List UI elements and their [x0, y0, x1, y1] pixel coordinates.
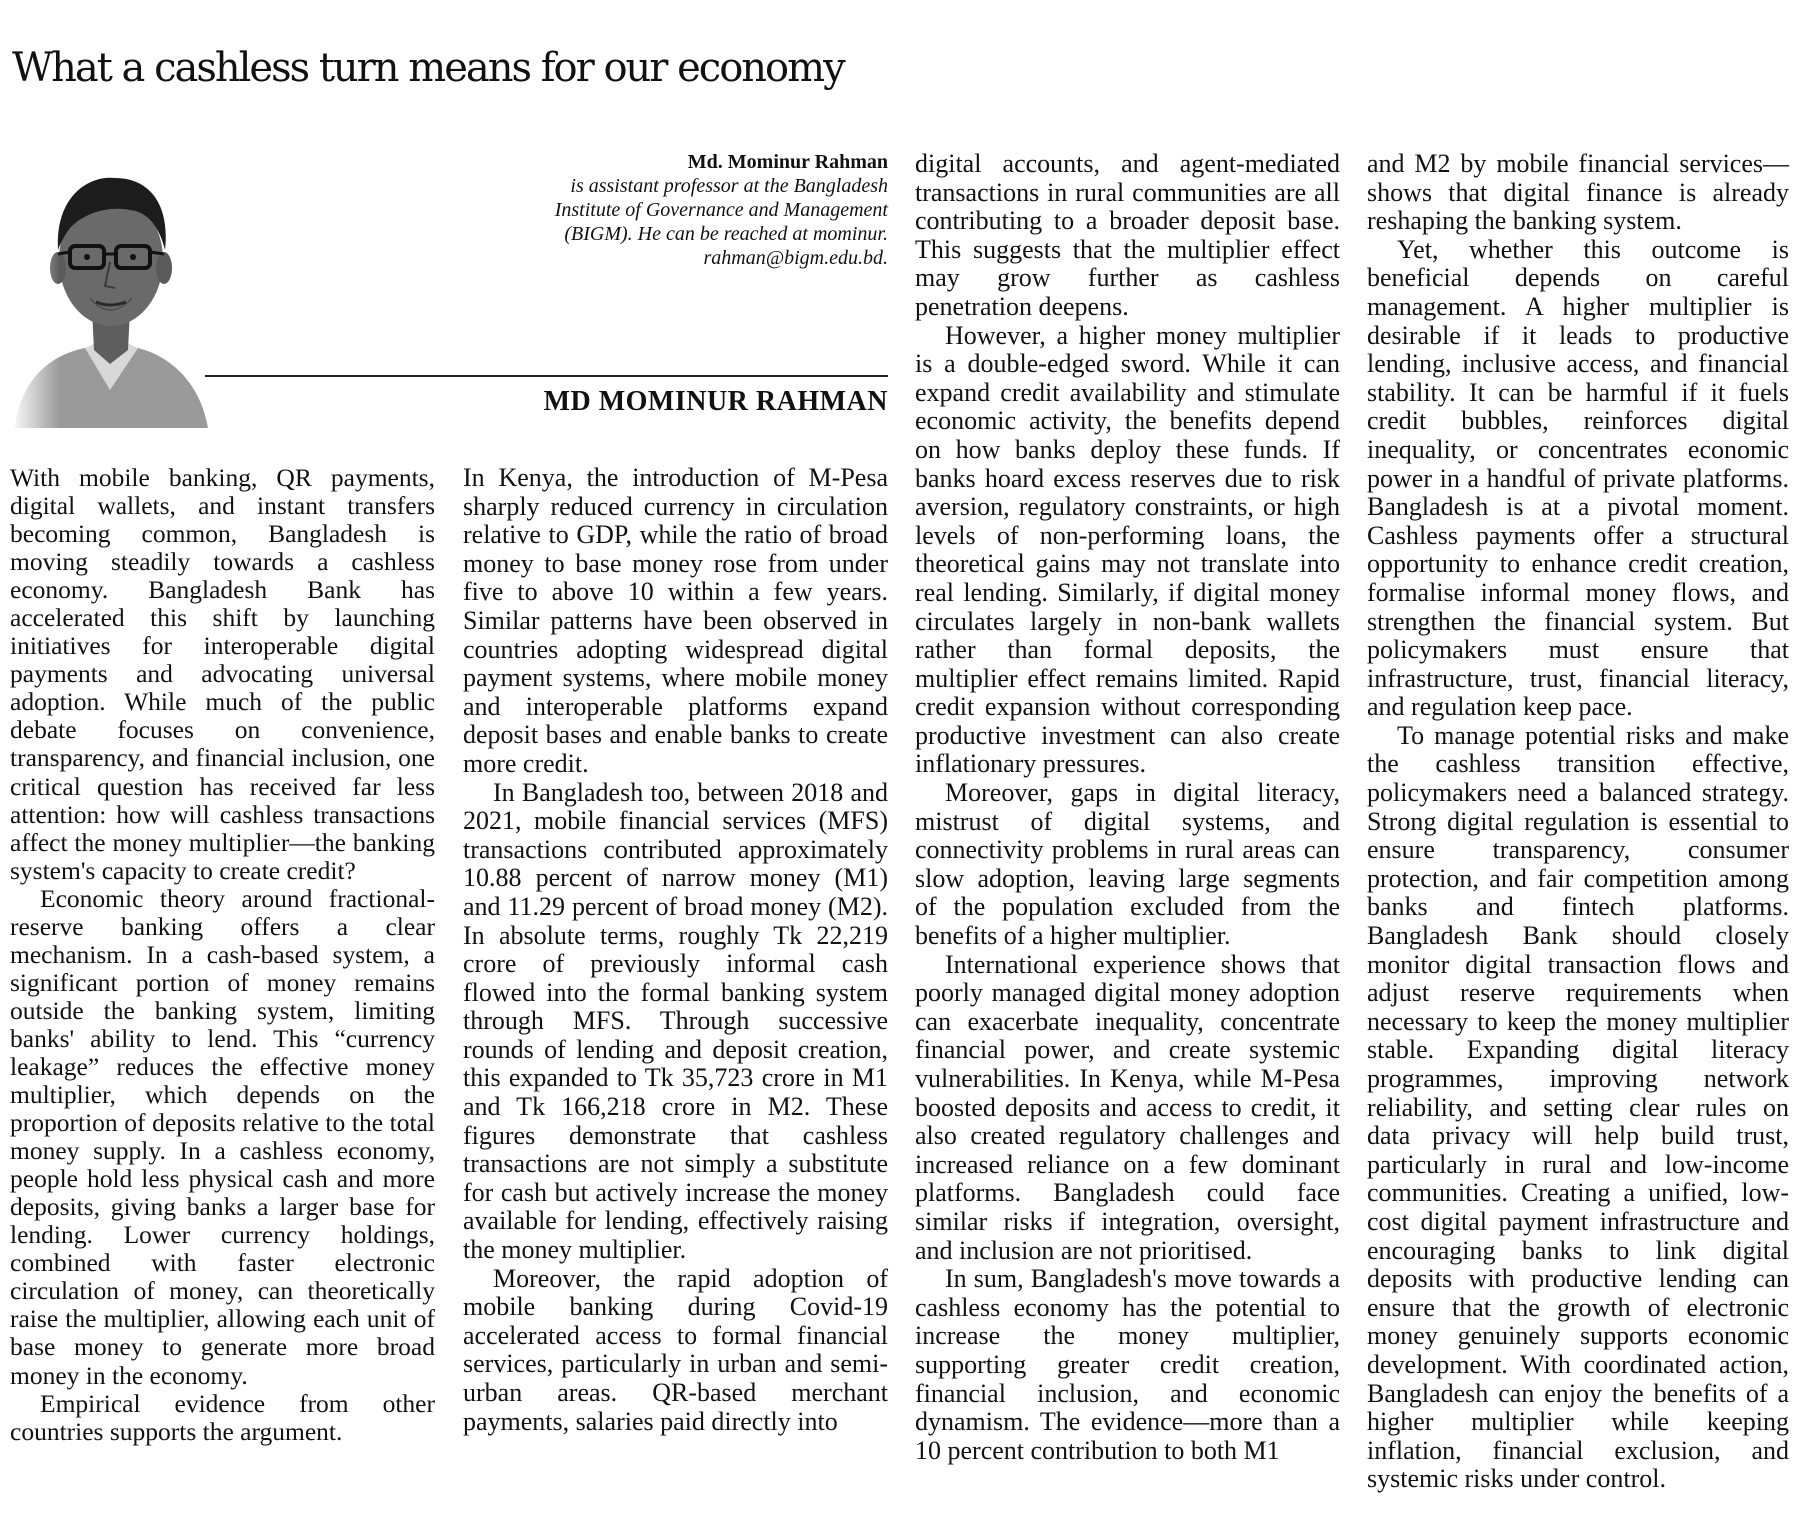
article-column-2: [463, 464, 888, 1436]
paragraph: Moreover, the rapid adoption of mobile banking during Covid-19 accelerated access to formal financial services, particularly in urban and semi-urban areas. QR-based merchant payments, salaries paid directly into: [463, 1263, 888, 1436]
article-column-3: [915, 150, 1340, 1465]
author-box: [10, 150, 888, 430]
article-column-4: [1367, 150, 1789, 1494]
bio-name: Md. Mominur Rahman: [687, 151, 888, 173]
author-bio: [468, 150, 888, 270]
paragraph: Economic theory around fractional-reserve banking offers a clear mechanism. In a cash-based system, a significant portion of money remains outside the banking system, limiting banks' ability to lend. This “currency leakage” reduces the effective money multiplier, which depends on the proportion of deposits relative to the total money supply. In a cashless economy, people hold less physical cash and more deposits, giving banks a larger base for lending. Lower currency holdings, combined with faster electronic circulation of money, can theoretically raise the multiplier, allowing each unit of base money to generate more broad money in the economy.: [10, 883, 435, 1390]
paragraph: International experience shows that poorly managed digital money adoption can exacerbate inequality, concentrate financial power, and create systemic vulnerabilities. In Kenya, while M-Pesa boosted deposits and access to credit, it also created regulatory challenges and increased reliance on a few dominant platforms. Bangladesh could face similar risks if integration, oversight, and inclusion are not prioritised.: [915, 949, 1340, 1265]
bio-line: Institute of Governance and Management: [554, 199, 888, 221]
article-column-1: [10, 464, 435, 1446]
paragraph: In Bangladesh too, between 2018 and 2021, mobile financial services (MFS) transactions contributed approximately 10.88 percent of narrow money (M1) and 11.29 percent of broad money (M2). In absolute terms, roughly Tk 22,219 crore of previously informal cash flowed into the formal banking system through MFS. Through successive rounds of lending and deposit creation, this expanded to Tk 35,723 crore in M1 and Tk 166,218 crore in M2. These figures demonstrate that cashless transactions are not simply a substitute for cash but actively increase the money available for lending, effectively raising the money multiplier.: [463, 777, 888, 1265]
paragraph: Yet, whether this outcome is beneficial depends on careful management. A higher multiplier is desirable if it leads to productive lending, inclusive access, and financial stability. It can be harmful if it fuels credit bubbles, reinforces digital inequality, or concentrates economic power in a handful of private platforms. Bangladesh is at a pivotal moment. Cashless payments offer a structural opportunity to enhance credit creation, formalise informal money flows, and strengthen the financial system. But policymakers must ensure that infrastructure, trust, financial literacy, and regulation keep pace.: [1367, 234, 1789, 722]
bio-line: (BIGM). He can be reached at mominur.: [564, 223, 888, 245]
paragraph: To manage potential risks and make the cashless transition effective, policymakers need a balanced strategy. Strong digital regulation is essential to ensure transparency, consumer protection, and fair competition among banks and fintech platforms. Bangladesh Bank should closely monitor digital transaction flows and adjust reserve requirements when necessary to keep the money multiplier stable. Expanding digital literacy programmes, improving network reliability, and setting clear rules on data privacy will help build trust, particularly in rural and low-income communities. Creating a unified, low-cost digital payment infrastructure and encouraging banks to link digital deposits with productive lending can ensure that the growth of electronic money genuinely supports economic development. With coordinated action, Bangladesh can enjoy the benefits of a higher multiplier while keeping inflation, financial exclusion, and systemic risks under control.: [1367, 720, 1789, 1494]
headline: What a cashless turn means for our economy: [12, 45, 844, 91]
paragraph: Moreover, gaps in digital literacy, mistrust of digital systems, and connectivity problems in rural areas can slow adoption, leaving large segments of the population excluded from the benefits of a higher multiplier.: [915, 778, 1340, 951]
paragraph: and M2 by mobile financial services—shows that digital finance is already reshaping the banking system.: [1367, 149, 1789, 236]
paragraph: In Kenya, the introduction of M-Pesa sharply reduced currency in circulation relative to GDP, while the ratio of broad money to base money rose from under five to above 10 within a few years. Similar patterns have been observed in countries adopting widespread digital payment systems, where mobile money and interoperable platforms expand deposit bases and enable banks to create more credit.: [463, 463, 888, 778]
bio-line: is assistant professor at the Bangladesh: [570, 175, 888, 197]
paragraph: digital accounts, and agent-mediated transactions in rural communities are all contributing to a broader deposit base. This suggests that the multiplier effect may grow further as cashless penetration deepens.: [915, 149, 1340, 321]
bio-line: rahman@bigm.edu.bd.: [703, 247, 888, 269]
paragraph: However, a higher money multiplier is a double-edged sword. While it can expand credit availability and stimulate economic activity, the benefits depend on how banks deploy these funds. If banks hoard excess reserves due to risk aversion, regulatory constraints, or high levels of non-performing loans, the theoretical gains may not translate into real lending. Similarly, if digital money circulates largely in non-bank wallets rather than formal deposits, the multiplier effect remains limited. Rapid credit expansion without corresponding productive investment can also create inflationary pressures.: [915, 320, 1340, 779]
paragraph: In sum, Bangladesh's move towards a cashless economy has the potential to increase the money multiplier, supporting greater credit creation, financial inclusion, and economic dynamism. The evidence—more than a 10 percent contribution to both M1: [915, 1264, 1340, 1465]
paragraph: Empirical evidence from other countries supports the argument.: [10, 1388, 435, 1446]
author-portrait-icon: [10, 150, 210, 428]
byline-rule: [205, 375, 888, 377]
paragraph: With mobile banking, QR payments, digital wallets, and instant transfers becoming common, Bangladesh is moving steadily towards a cashless economy. Bangladesh Bank has accelerated this shift by launching initiatives for interoperable digital payments and advocating universal adoption. While much of the public debate focuses on convenience, transparency, and financial inclusion, one critical question has received far less attention: how will cashless transactions affect the money multiplier—the banking system's capacity to create credit?: [10, 463, 435, 885]
byline: MD MOMINUR RAHMAN: [543, 386, 888, 417]
